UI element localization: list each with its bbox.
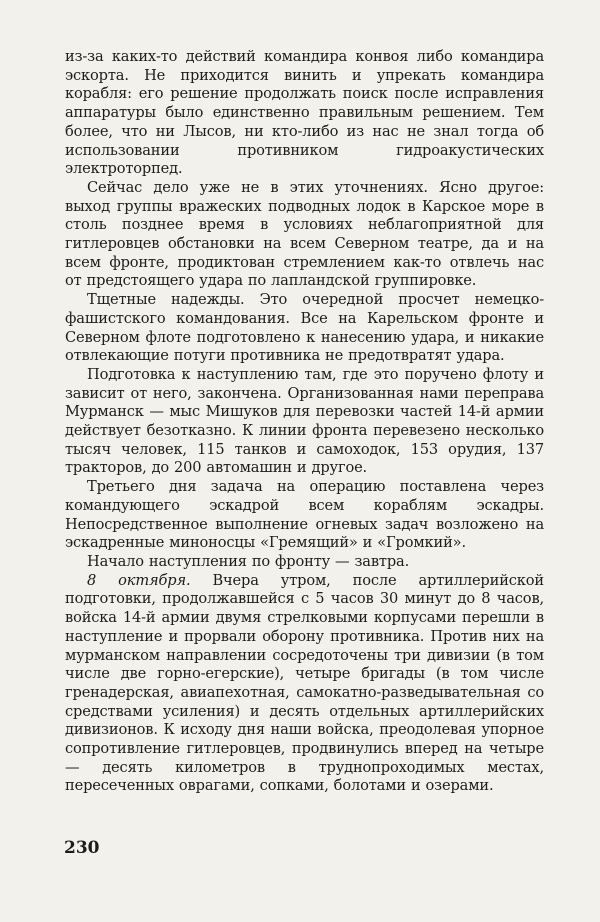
paragraph-dated-entry (65, 572, 544, 796)
page-number: 230 (64, 838, 100, 858)
paragraph-6: Начало наступления по фронту — завтра. (87, 552, 410, 570)
entry-text: Вчера утром, после артиллерийской подготовки, продолжавшейся с 5 часов 30 минут до 8 часов, войска 14-й армии двумя стрелковыми корпусами перешли в наступление и прорвали оборону противника. Против них на мурманском направлении сосредоточены три дивизии (в том числе две горно-егерские), четыре бригады (в том числе гренадерская, авиапехотная, самокатно-разведывательная со средствами усиления) и десять отдельных артиллерийских дивизионов. К исходу дня наши войска, преодолевая упорное сопротивление гитлеровцев, продвинулись вперед на четыре — десять километров в труднопроходимых местах, пересеченных оврагами, сопками, болотами и озерами. (65, 571, 544, 795)
paragraph-5: Третьего дня задача на операцию поставлена через командующего эскадрой всем кораблям эскадры. Непосредственное выполнение огневых задач возложено на эскадренные миноносцы «Гремящий» и «Громкий». (65, 478, 544, 552)
paragraph-2: Сейчас дело уже не в этих уточнениях. Ясно другое: выход группы вражеских подводных лодок в Карское море в столь позднее время в условиях неблагоприятной для гитлеровцев обстановки на всем Северном театре, да и на всем фронте, продиктован стремлением как-то отвлечь нас от предстоящего удара по лапландской группировке. (65, 178, 544, 290)
paragraph-1: из-за каких-то действий командира конвоя либо командира эскорта. Не приходится винить и упрекать командира корабля: его решение продолжать поиск после исправления аппаратуры было единственно правильным решением. Тем более, что ни Лысов, ни кто-либо из нас не знал тогда об использовании противником гидроакустических электроторпед. (65, 48, 544, 178)
entry-date: 8 октября. (87, 571, 191, 589)
paragraph-3: Тщетные надежды. Это очередной просчет немецко-фашистского командования. Все на Карельском фронте и Северном флоте подготовлено к нанесению удара, и никакие отвлекающие потуги противника не предотвратят удара. (65, 291, 544, 365)
book-page-text (65, 48, 544, 796)
paragraph-4: Подготовка к наступлению там, где это поручено флоту и зависит от него, закончена. Организованная нами переправа Мурманск — мыс Мишуков для перевозки частей 14-й армии действует безотказно. К линии фронта перевезено несколько тысяч человек, 115 танков и самоходок, 153 орудия, 137 тракторов, до 200 автомашин и другое. (65, 365, 544, 477)
